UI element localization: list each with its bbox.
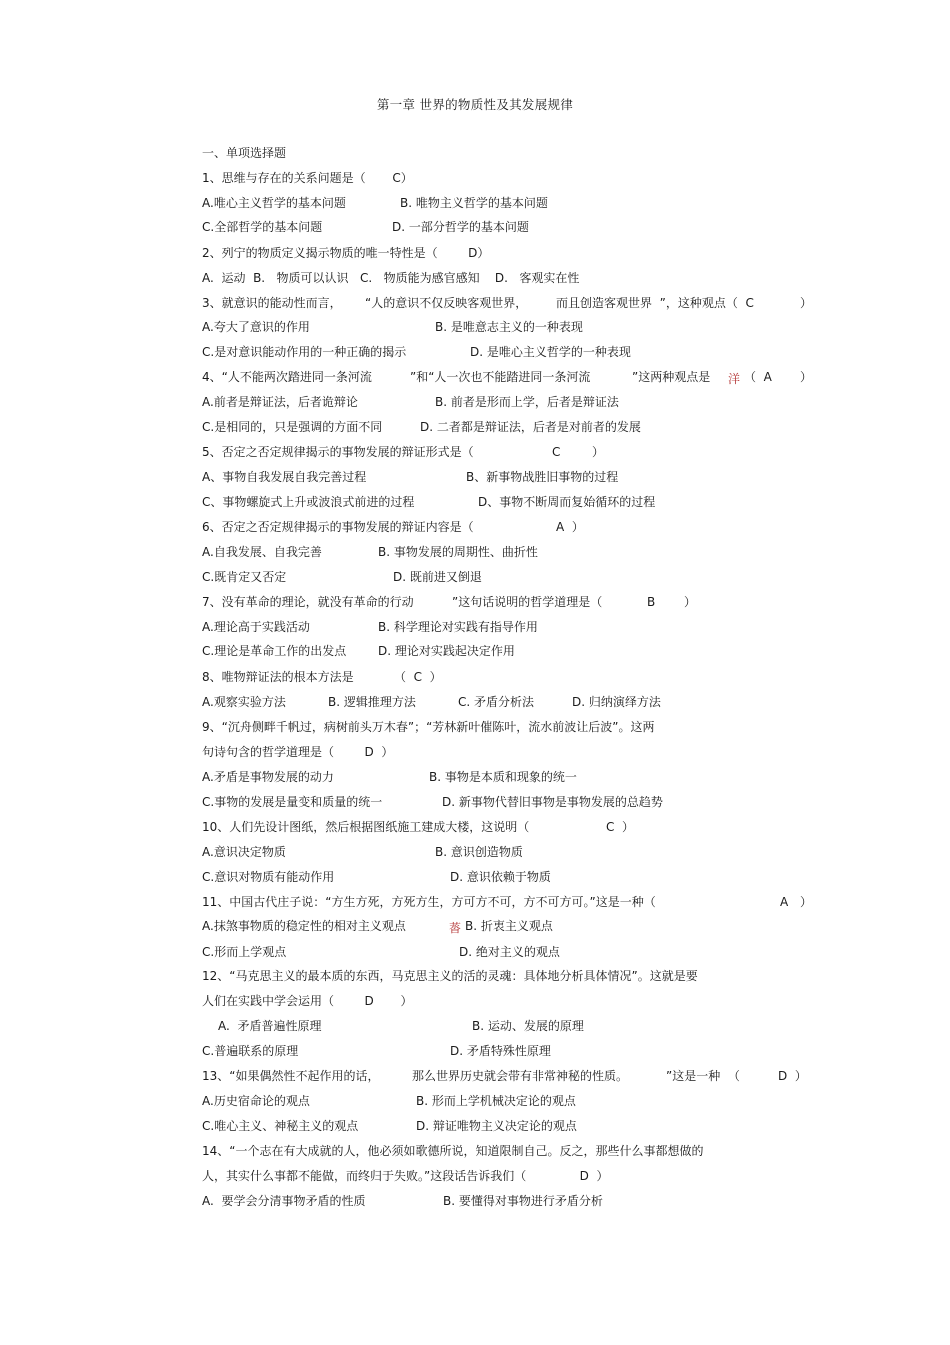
question-8-part-2: （ C ） xyxy=(394,670,442,684)
q11-option-d: D. 绝对主义的观点 xyxy=(459,945,560,959)
section-heading: 一、单项选择题 xyxy=(202,146,287,160)
q10-option-d: D. 意识依赖于物质 xyxy=(450,870,551,884)
q8-option-c: C. 矛盾分析法 xyxy=(458,695,535,709)
q7-option-b: B. 科学理论对实践有指导作用 xyxy=(378,620,538,634)
question-9-line-2: 句诗句含的哲学道理是（ D ） xyxy=(202,745,394,759)
q7-option-d: D. 理论对实践起决定作用 xyxy=(378,644,515,658)
question-3-part-1: 3、就意识的能动性而言， xyxy=(202,296,342,310)
question-5-part-2: C xyxy=(552,445,561,459)
question-4-part-4: （ A xyxy=(744,370,772,384)
q1-option-b: B. 唯物主义哲学的基本问题 xyxy=(400,196,548,210)
chapter-title: 第一章 世界的物质性及其发展规律 xyxy=(376,97,574,112)
question-8-part-1: 8、唯物辩证法的根本方法是 xyxy=(202,670,354,684)
q6-option-a: A.自我发展、自我完善 xyxy=(202,545,322,559)
q12-option-a: A. 矛盾普遍性原理 xyxy=(218,1019,322,1033)
question-7-part-1: 7、没有革命的理论，就没有革命的行动 xyxy=(202,595,414,609)
question-11-part-3: ） xyxy=(800,895,813,909)
question-1: 1、思维与存在的关系问题是（ C） xyxy=(202,171,413,185)
q7-option-c: C.理论是革命工作的出发点 xyxy=(202,644,347,658)
q4-option-a: A.前者是辩证法，后者诡辩论 xyxy=(202,395,358,409)
question-3-part-3: 而且创造客观世界 ”，这种观点（ C xyxy=(556,296,754,310)
question-10-part-2: C ） xyxy=(606,820,635,834)
question-6-part-2: A ） xyxy=(556,520,584,534)
q5-option-d: D、事物不断周而复始循环的过程 xyxy=(478,495,656,509)
q7-option-a: A.理论高于实践活动 xyxy=(202,620,310,634)
q1-option-d: D. 一部分哲学的基本问题 xyxy=(392,220,529,234)
q13-option-d: D. 辩证唯物主义决定论的观点 xyxy=(416,1119,577,1133)
q8-option-d: D. 归纳演绎方法 xyxy=(572,695,661,709)
question-7-part-2: ”这句话说明的哲学道理是（ xyxy=(452,595,603,609)
question-12-line-2: 人们在实践中学会运用（ D ） xyxy=(202,994,413,1008)
question-13-part-2: 那么世界历史就会带有非常神秘的性质。 xyxy=(412,1069,629,1083)
question-4-part-5: ） xyxy=(800,370,813,384)
question-2: 2、列宁的物质定义揭示物质的唯一特性是（ D） xyxy=(202,246,490,260)
q3-option-b: B. 是唯意志主义的一种表现 xyxy=(435,320,583,334)
question-14-line-2: 人，其实什么事都不能做，而终归于失败。”这段话告诉我们（ D ） xyxy=(202,1169,609,1183)
q5-option-a: A、事物自我发展自我完善过程 xyxy=(202,470,367,484)
q3-option-a: A.夸大了意识的作用 xyxy=(202,320,310,334)
q10-option-b: B. 意识创造物质 xyxy=(435,845,523,859)
question-10-part-1: 10、人们先设计图纸，然后根据图纸施工建成大楼，这说明（ xyxy=(202,820,530,834)
q9-option-d: D. 新事物代替旧事物是事物发展的总趋势 xyxy=(442,795,663,809)
q10-option-a: A.意识决定物质 xyxy=(202,845,286,859)
q6-option-c: C.既肯定又否定 xyxy=(202,570,287,584)
question-12-line-1: 12、“马克思主义的最本质的东西，马克思主义的活的灵魂：具体地分析具体情况”。这就是要 xyxy=(202,969,698,983)
q13-option-c: C.唯心主义、神秘主义的观点 xyxy=(202,1119,359,1133)
q6-option-b: B. 事物发展的周期性、曲折性 xyxy=(378,545,538,559)
question-9-line-1: 9、“沉舟侧畔千帆过，病树前头万木春”；“芳林新叶催陈叶，流水前波让后波”。这两 xyxy=(202,720,655,734)
stray-mark-2: 䓠 xyxy=(449,921,462,935)
q4-option-b: B. 前者是形而上学，后者是辩证法 xyxy=(435,395,619,409)
q9-option-b: B. 事物是本质和现象的统一 xyxy=(429,770,577,784)
question-13-part-4: D ） xyxy=(778,1069,807,1083)
q4-option-c: C.是相同的，只是强调的方面不同 xyxy=(202,420,383,434)
question-3-part-2: “人的意识不仅反映客观世界， xyxy=(365,296,528,310)
question-3-part-4: ） xyxy=(800,296,813,310)
q11-option-a: A.抹煞事物质的稳定性的相对主义观点 xyxy=(202,919,406,933)
question-5-part-3: ） xyxy=(592,445,605,459)
question-5-part-1: 5、否定之否定规律揭示的事物发展的辩证形式是（ xyxy=(202,445,474,459)
q14-option-a: A. 要学会分清事物矛盾的性质 xyxy=(202,1194,366,1208)
question-4-part-1: 4、“人不能两次踏进同一条河流 xyxy=(202,370,372,384)
q13-option-b: B. 形而上学机械决定论的观点 xyxy=(416,1094,576,1108)
question-7-part-3: B xyxy=(647,595,656,609)
q1-option-c: C.全部哲学的基本问题 xyxy=(202,220,323,234)
question-4-part-2: ”和“人一次也不能踏进同一条河流 xyxy=(410,370,591,384)
q1-option-a: A.唯心主义哲学的基本问题 xyxy=(202,196,346,210)
q6-option-d: D. 既前进又倒退 xyxy=(393,570,482,584)
question-6-part-1: 6、否定之否定规律揭示的事物发展的辩证内容是（ xyxy=(202,520,474,534)
q11-option-b: B. 折衷主义观点 xyxy=(465,919,553,933)
question-11-part-2: A xyxy=(780,895,789,909)
q9-option-c: C.事物的发展是量变和质量的统一 xyxy=(202,795,383,809)
question-4-part-3: ”这两种观点是 xyxy=(632,370,711,384)
question-7-part-4: ） xyxy=(684,595,697,609)
q12-option-b: B. 运动、发展的原理 xyxy=(472,1019,584,1033)
q14-option-b: B. 要懂得对事物进行矛盾分析 xyxy=(443,1194,603,1208)
q12-option-d: D. 矛盾特殊性原理 xyxy=(450,1044,551,1058)
q11-option-c: C.形而上学观点 xyxy=(202,945,287,959)
q3-option-d: D. 是唯心主义哲学的一种表现 xyxy=(470,345,631,359)
q8-option-a: A.观察实验方法 xyxy=(202,695,286,709)
q9-option-a: A.矛盾是事物发展的动力 xyxy=(202,770,334,784)
q3-option-c: C.是对意识能动作用的一种正确的揭示 xyxy=(202,345,407,359)
q10-option-c: C.意识对物质有能动作用 xyxy=(202,870,335,884)
q2-options: A. 运动 B. 物质可以认识 C. 物质能为感官感知 D. 客观实在性 xyxy=(202,271,580,285)
q8-option-b: B. 逻辑推理方法 xyxy=(328,695,416,709)
q5-option-c: C、事物螺旋式上升或波浪式前进的过程 xyxy=(202,495,415,509)
q5-option-b: B、新事物战胜旧事物的过程 xyxy=(466,470,619,484)
q13-option-a: A.历史宿命论的观点 xyxy=(202,1094,310,1108)
question-13-part-3: ”这是一种 （ xyxy=(666,1069,740,1083)
question-11-part-1: 11、中国古代庄子说：“方生方死，方死方生，方可方不可，方不可方可。”这是一种（ xyxy=(202,895,656,909)
stray-mark: 洋 xyxy=(728,372,741,386)
question-13-part-1: 13、“如果偶然性不起作用的话， xyxy=(202,1069,380,1083)
q12-option-c: C.普遍联系的原理 xyxy=(202,1044,299,1058)
question-14-line-1: 14、“一个志在有大成就的人，他必须如歌德所说，知道限制自己。反之，那些什么事都想做的 xyxy=(202,1144,704,1158)
q4-option-d: D. 二者都是辩证法，后者是对前者的发展 xyxy=(420,420,641,434)
